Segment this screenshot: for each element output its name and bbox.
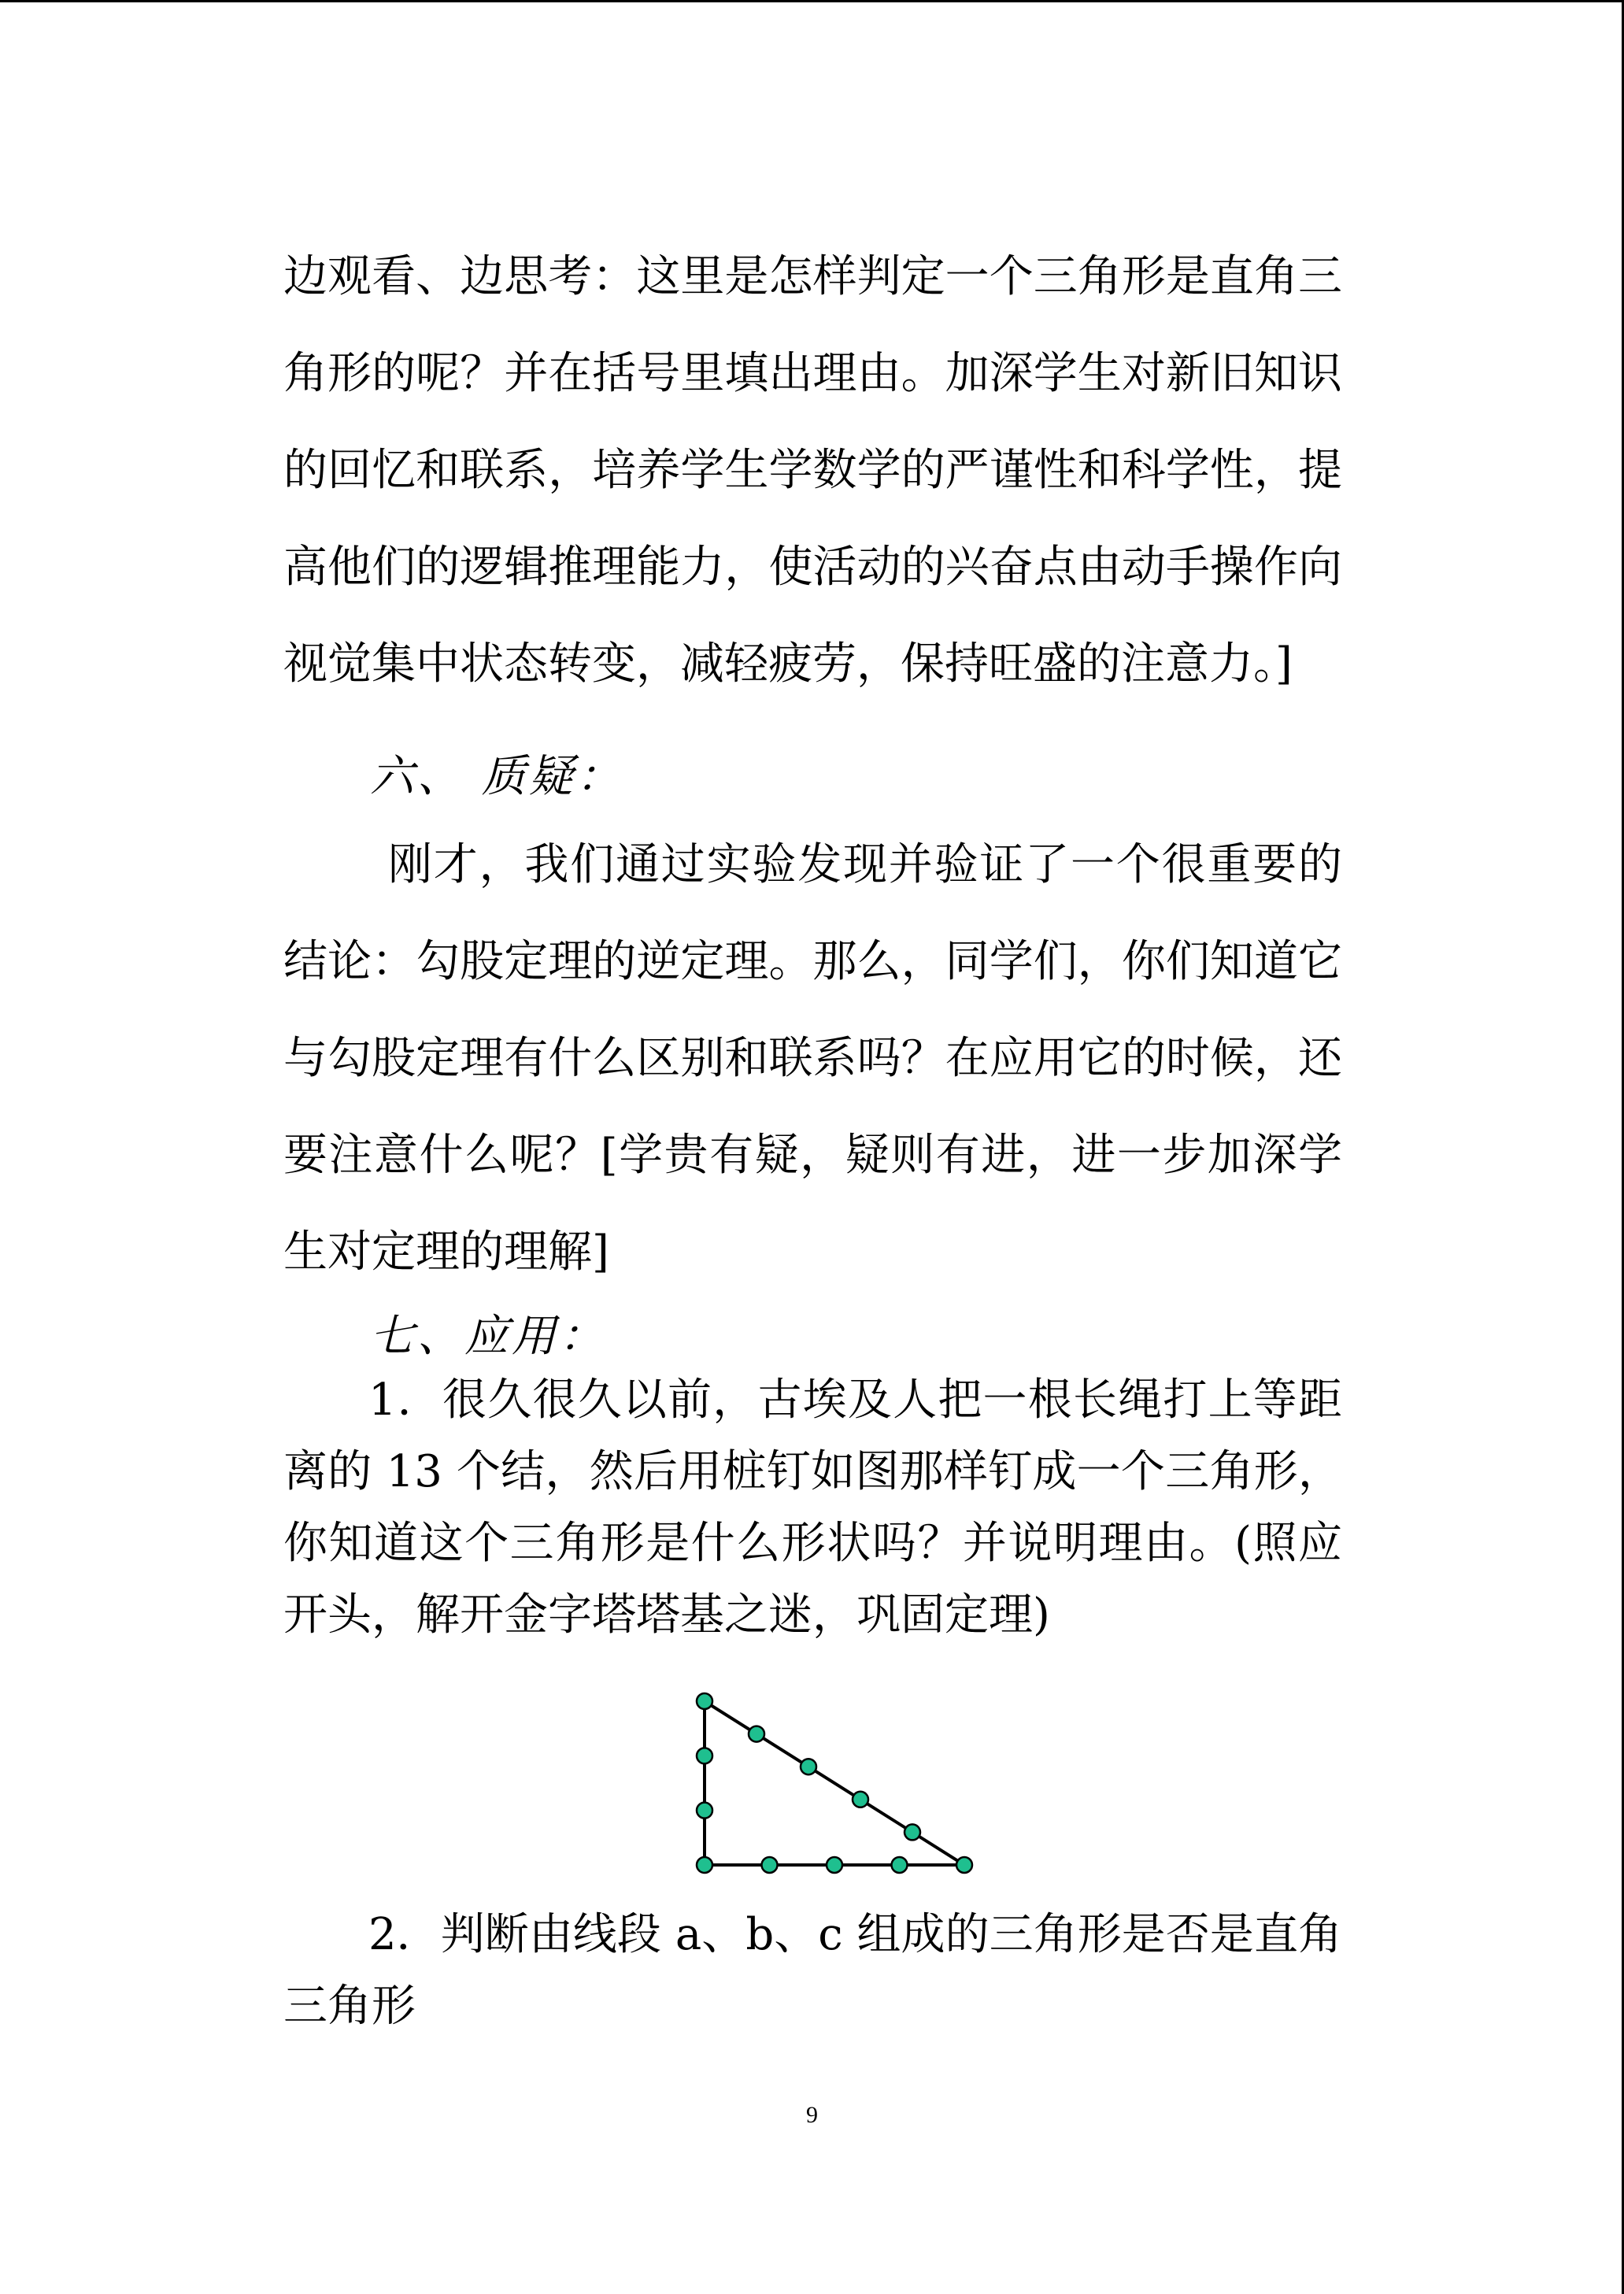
rope-knot: [827, 1857, 842, 1873]
knotted-rope-triangle-figure: [685, 1688, 984, 1889]
rope-knot: [892, 1857, 908, 1873]
rope-knot: [853, 1792, 868, 1807]
paragraph-exercise-1: 1．很久很久以前，古埃及人把一根长绳打上等距离的 13 个结，然后用桩钉如图那样钉成一个三角形，你知道这个三角形是什么形状吗？并说明理由。(照应开头，解开金字塔塔基之迷，巩固定理): [283, 1375, 1342, 1641]
section-heading-application: 七、应用：: [370, 1311, 606, 1362]
rope-knot: [749, 1726, 764, 1742]
rope-knot: [697, 1693, 712, 1709]
paragraph-questioning: 刚才，我们通过实验发现并验证了一个很重要的结论：勾股定理的逆定理。那么，同学们，你们知道它与勾股定理有什么区别和联系吗？在应用它的时候，还要注意什么呢？[学贵有疑，疑则有进，进一步加深学生对定理的理解]: [283, 839, 1342, 1278]
page-border-top: [0, 0, 1624, 2]
paragraph-exercise-2: 2．判断由线段 a、b、c 组成的三角形是否是直角三角形: [283, 1909, 1342, 2032]
rope-knot: [956, 1857, 972, 1873]
triangle-outline: [705, 1701, 964, 1865]
paragraph-observation-reasoning: 边观看、边思考：这里是怎样判定一个三角形是直角三角形的呢？并在括号里填出理由。加深学生对新旧知识的回忆和联系，培养学生学数学的严谨性和科学性，提高他们的逻辑推理能力，使活动的兴奋点由动手操作向视觉集中状态转变，减轻疲劳，保持旺盛的注意力。]: [283, 251, 1342, 690]
section-heading-questioning: 六、 质疑：: [370, 751, 623, 802]
rope-knot: [697, 1748, 712, 1763]
rope-knot: [697, 1857, 712, 1873]
page-number: 9: [806, 2102, 818, 2128]
rope-knot: [801, 1759, 816, 1774]
rope-knot: [697, 1803, 712, 1819]
rope-knot: [904, 1824, 920, 1840]
rope-knot: [762, 1857, 778, 1873]
